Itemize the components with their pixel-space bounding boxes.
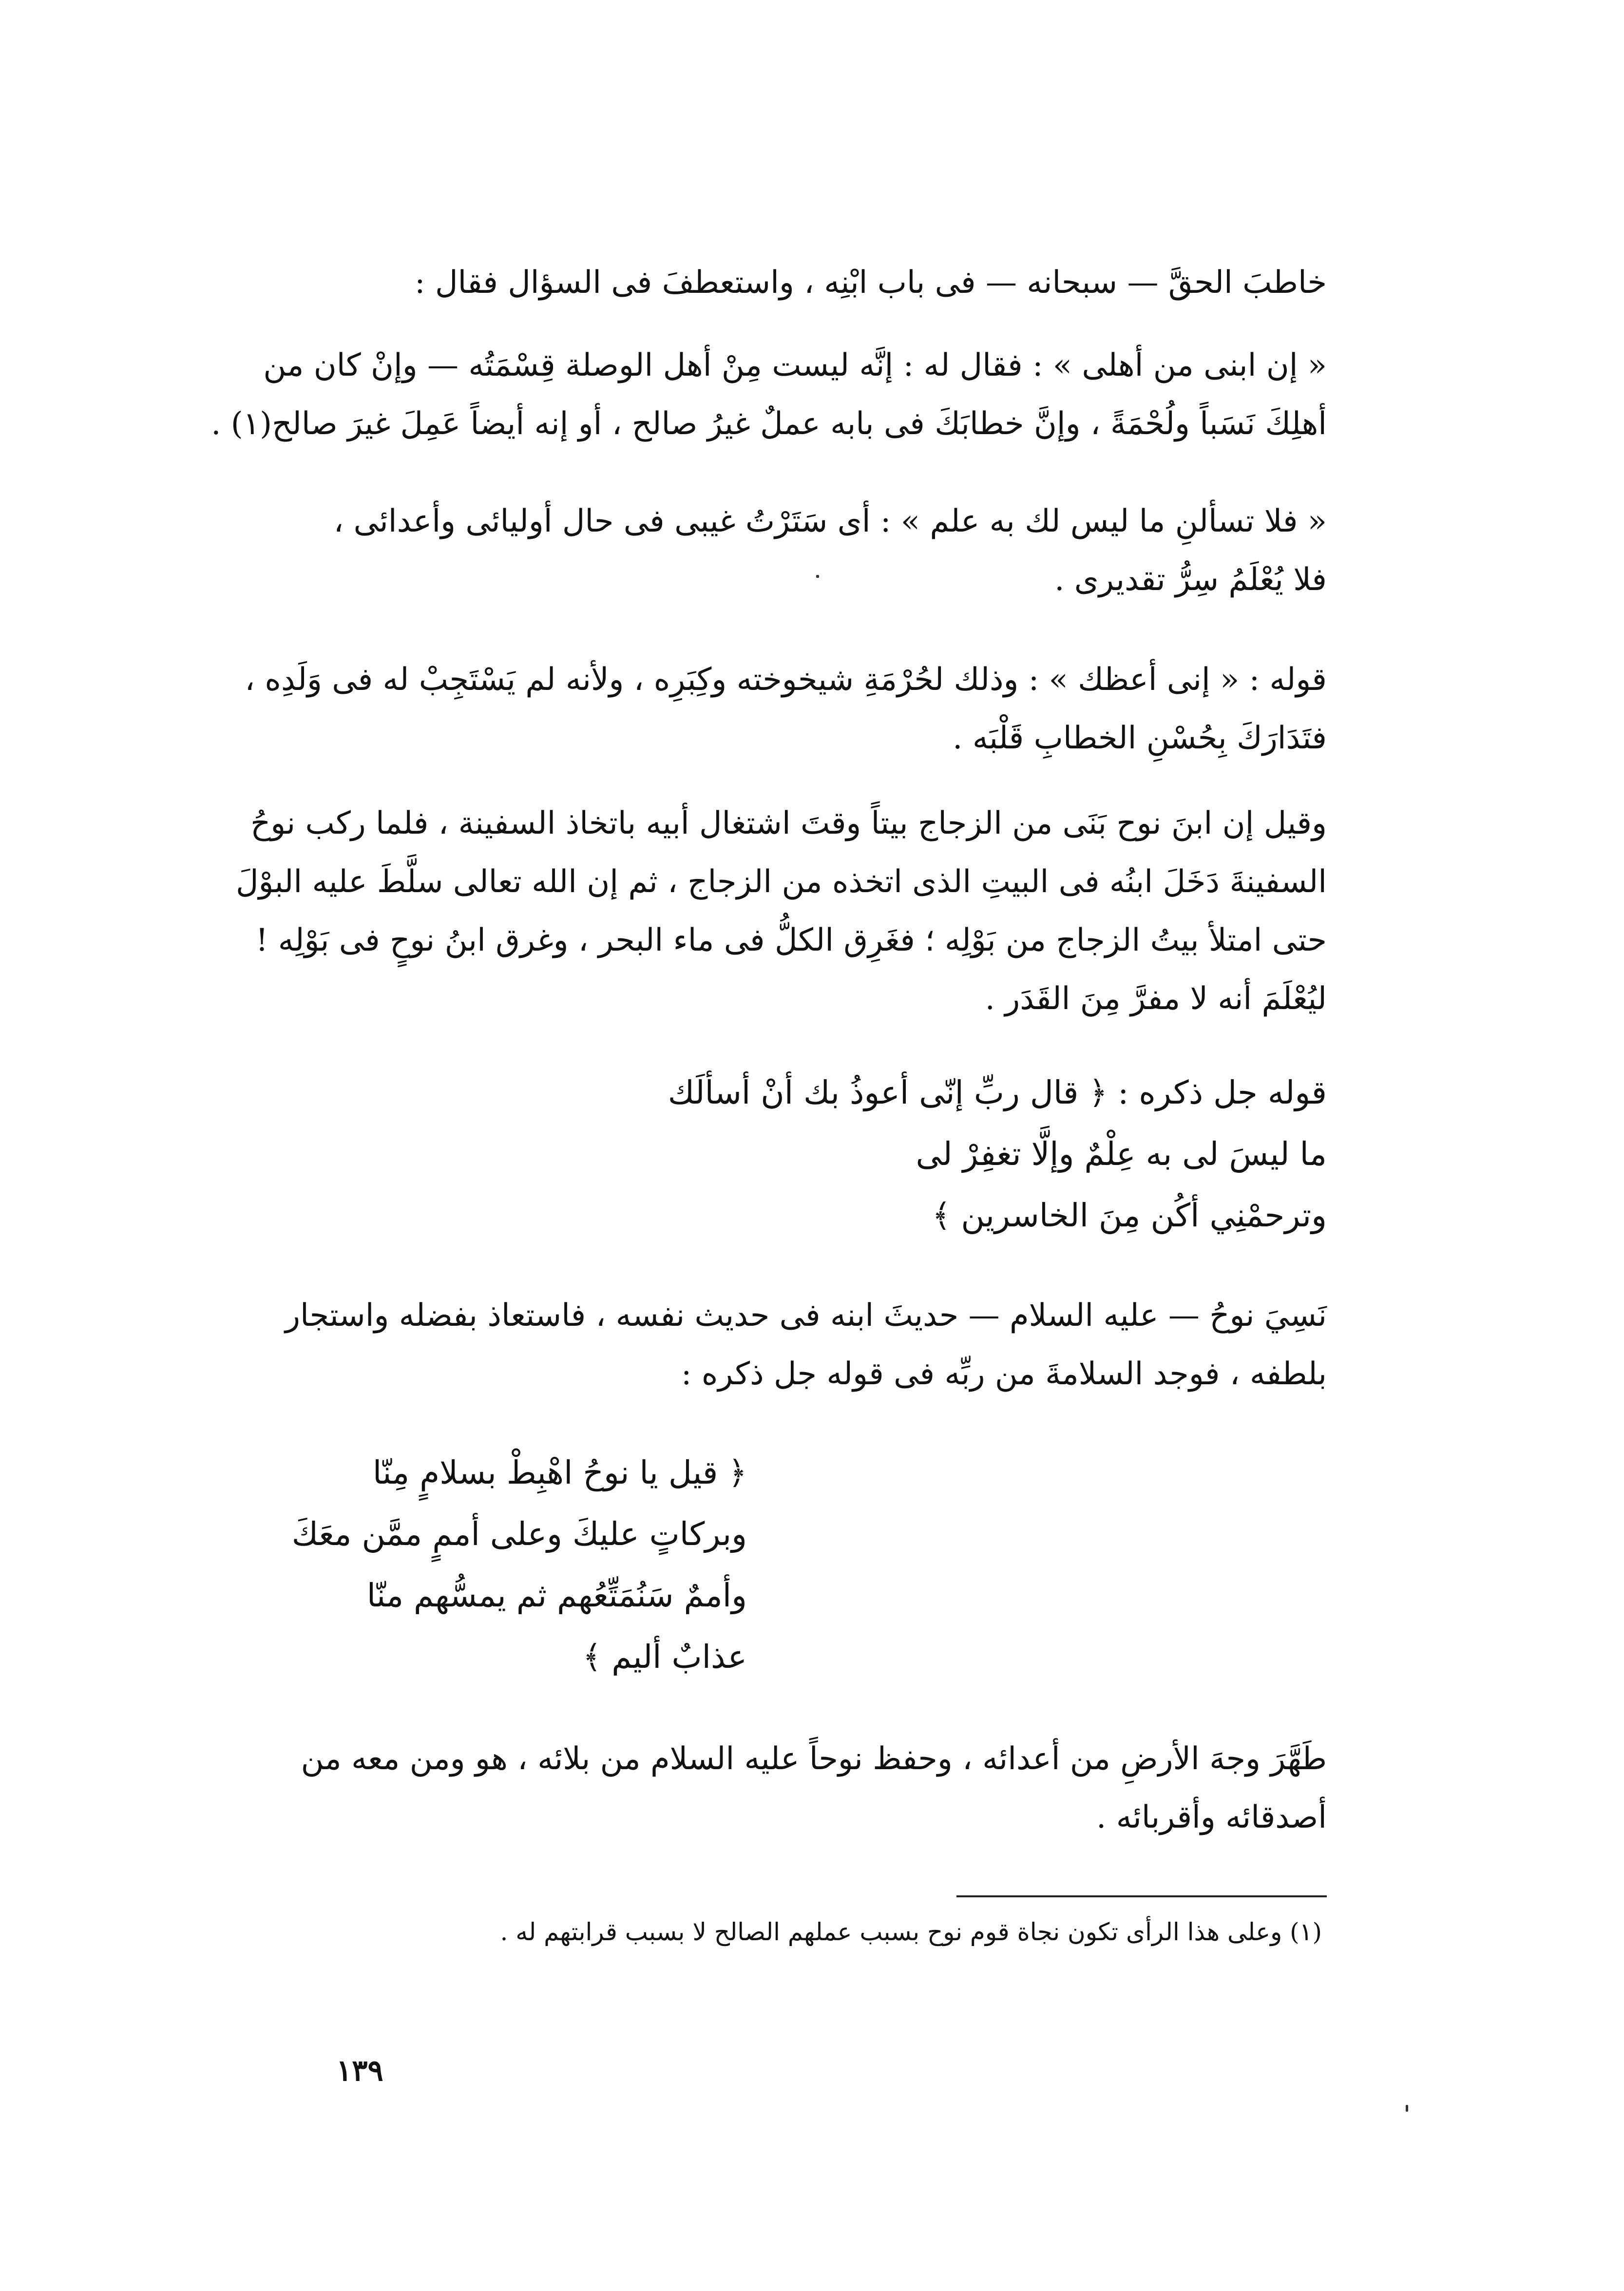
text-line: أصدقائه وأقربائه . [1096,1799,1327,1835]
paragraph-5 [236,794,1327,1028]
text-line: نَسِيَ نوحُ — عليه السلام — حديثَ ابنه فى حديث نفسه ، فاستعاذ بفضله واستجار [285,1298,1327,1334]
paragraph-7 [255,1730,1327,1847]
scan-speck [1406,2105,1408,2112]
text-line: « فلا تسألنِ ما ليس لك به علم » : أى سَتَرْتُ غيبى فى حال أوليائى وأعدائى ، [333,503,1327,539]
text-line: فتَدَارَكَ بِحُسْنِ الخطابِ قَلْبَه . [953,720,1327,756]
text-line: السفينةَ دَخَلَ ابنُه فى البيتِ الذى اتخذه من الزجاج ، ثم إن الله تعالى سلَّطَ عليه البوْلَ [236,864,1327,900]
verse-line: عذابٌ أليم ﴾ [582,1638,747,1676]
verse-line: وترحمْنِي أكُن مِنَ الخاسرين ﴾ [932,1197,1327,1234]
text-line: فلا يُعْلَمُ سِرُّ تقديرى . [1054,562,1327,598]
verse-line: وبركاتٍ عليكَ وعلى أممٍ ممَّن معَكَ [291,1515,747,1553]
text-line: بلطفه ، فوجد السلامةَ من ربِّه فى قوله جل ذكره : [681,1356,1327,1392]
verse-line: قوله جل ذكره : ﴿ قال ربِّ إنّى أعوذُ بك أنْ أسألَك [668,1074,1327,1111]
paragraph-2 [211,336,1327,453]
text-line: وقيل إن ابنَ نوح بَنَى من الزجاج بيتاً وقتَ اشتغال أبيه باتخاذ السفينة ، فلما ركب نوحُ [250,805,1327,841]
text-line: حتى امتلأ بيتُ الزجاج من بَوْلِه ؛ فغَرِق الكلُّ فى ماء البحر ، وغرق ابنُ نوحٍ فى بَوْلِه ! [255,922,1327,958]
paragraph-4 [245,650,1327,767]
text-line: طَهَّرَ وجهَ الأرضِ من أعدائه ، وحفظ نوحاً عليه السلام من بلائه ، هو ومن معه من [301,1741,1327,1777]
footnote-divider [956,1895,1327,1897]
verse-line: ما ليسَ لى به عِلْمٌ وإلَّا تغفِرْ لى [916,1135,1327,1173]
quran-verse-2 [235,1442,747,1688]
text-line: أهلِكَ نَسَباً ولُحْمَةً ، وإنَّ خطابَكَ فى بابه عملٌ غيرُ صالح ، أو إنه أيضاً عَمِلَ غيرَ صالح(١) . [211,406,1327,442]
text-line: خاطبَ الحقَّ — سبحانه — فى باب ابْنِه ، واستعطفَ فى السؤال فقال : [415,265,1327,301]
paragraph-3 [255,492,1327,609]
page-number: ١٣٩ [336,2054,383,2088]
quran-verse-1 [668,1062,1327,1246]
text-line: « إن ابنى من أهلى » : فقال له : إنَّه ليست مِنْ أهل الوصلة قِسْمَتُه — وإنْ كان من [263,347,1327,383]
verse-line: ﴿ قيل يا نوحُ اهْبِطْ بسلامٍ مِنّا [372,1454,747,1491]
text-line: ليُعْلَمَ أنه لا مفرَّ مِنَ القَدَر . [985,981,1327,1017]
scan-speck [816,575,819,578]
footnote: (١) وعلى هذا الرأى تكون نجاة قوم نوح بسبب عملهم الصالح لا بسبب قرابتهم له . [500,1918,1322,1946]
verse-line: وأممٌ سَنُمَتِّعُهم ثم يمسُّهم منّا [366,1577,747,1614]
paragraph-1 [255,253,1327,312]
text-line: قوله : « إنى أعظك » : وذلك لحُرْمَةِ شيخوخته وكِبَرِه ، ولأنه لم يَسْتَجِبْ له فى وَلَدِه ، [245,662,1327,698]
paragraph-6 [255,1286,1327,1403]
